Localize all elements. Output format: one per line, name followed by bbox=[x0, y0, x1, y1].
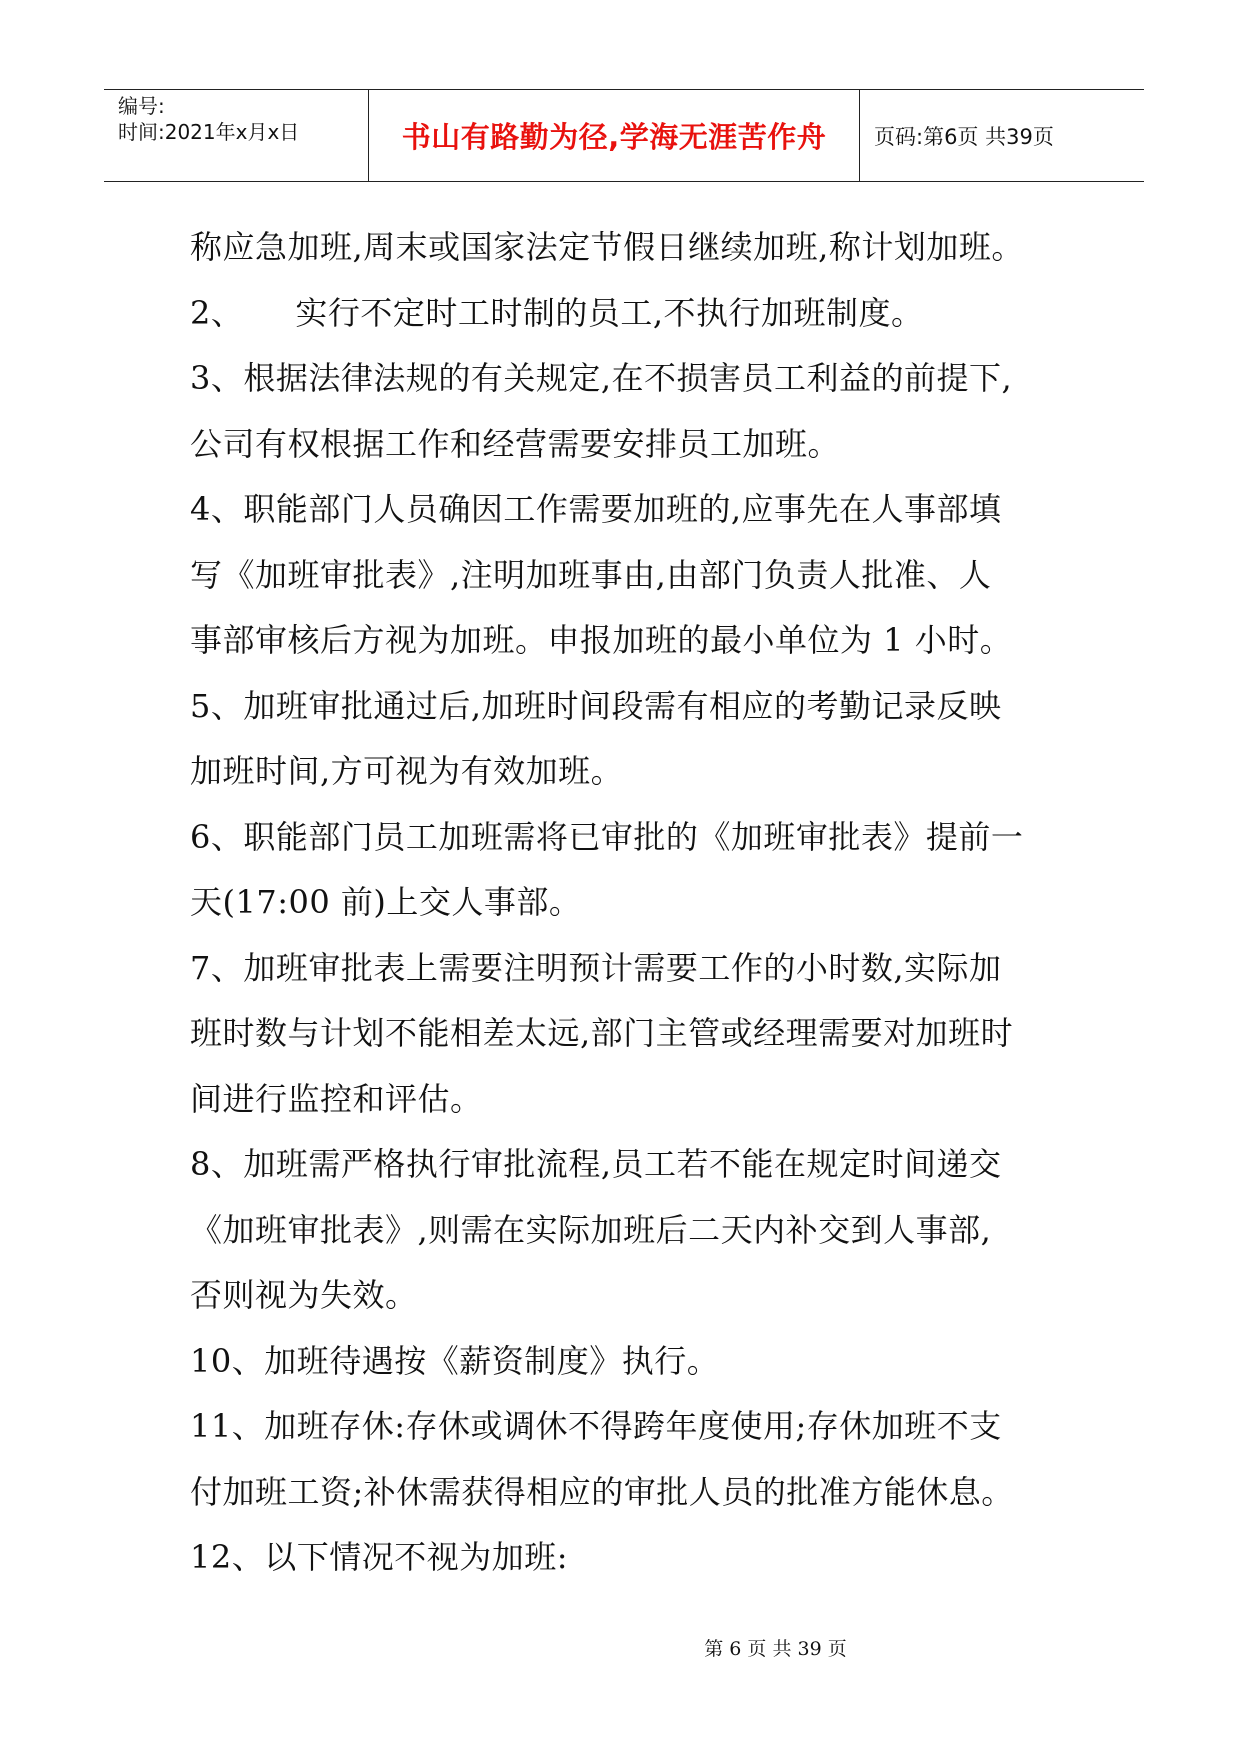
paragraph-line: 事部审核后方视为加班。申报加班的最小单位为 1 小时。 bbox=[190, 621, 1013, 659]
paragraph-line: 3、根据法律法规的有关规定,在不损害员工利益的前提下, bbox=[190, 359, 1013, 397]
paragraph-line bbox=[190, 281, 1090, 347]
paragraph-line: 写《加班审批表》,注明加班事由,由部门负责人批准、人 bbox=[190, 555, 992, 594]
paragraph-line: 间进行监控和评估。 bbox=[190, 1079, 483, 1118]
paragraph-line: 付加班工资;补休需获得相应的审批人员的批准方能休息。 bbox=[190, 1472, 1014, 1511]
document-body bbox=[190, 215, 1090, 1591]
paragraph-line: 加班时间,方可视为有效加班。 bbox=[190, 752, 624, 790]
paragraph-line: 《加班审批表》,则需在实际加班后二天内补交到人事部, bbox=[190, 1210, 992, 1249]
paragraph-line: 5、加班审批通过后,加班时间段需有相应的考勤记录反映 bbox=[190, 686, 1002, 725]
paragraph-line: 8、加班需严格执行审批流程,员工若不能在规定时间递交 bbox=[190, 1145, 1002, 1183]
paragraph-line: 天(17:00 前)上交人事部。 bbox=[190, 883, 582, 921]
paragraph-line: 6、职能部门员工加班需将已审批的《加班审批表》提前一 bbox=[190, 817, 1024, 856]
page-footer: 第 6 页 共 39 页 bbox=[704, 1638, 847, 1660]
date-label: 时间:2021年x月x日 bbox=[118, 120, 300, 144]
paragraph-line: 公司有权根据工作和经营需要安排员工加班。 bbox=[190, 424, 841, 463]
paragraph-line: 7、加班审批表上需要注明预计需要工作的小时数,实际加 bbox=[190, 948, 1002, 987]
paragraph-line: 10、加班待遇按《薪资制度》执行。 bbox=[190, 1341, 720, 1380]
paragraph-line: 12、以下情况不视为加班: bbox=[190, 1538, 569, 1576]
page-header bbox=[104, 89, 1144, 182]
paragraph-line: 11、加班存休:存休或调休不得跨年度使用;存休加班不支 bbox=[190, 1407, 1002, 1445]
item-number: 2、 bbox=[190, 293, 244, 332]
paragraph-line: 称应急加班,周末或国家法定节假日继续加班,称计划加班。 bbox=[190, 228, 1024, 266]
paragraph-line: 班时数与计划不能相差太远,部门主管或经理需要对加班时 bbox=[190, 1014, 1014, 1052]
header-motto: 书山有路勤为径,学海无涯苦作舟 bbox=[369, 90, 860, 181]
paragraph-line: 否则视为失效。 bbox=[190, 1276, 418, 1314]
number-label: 编号: bbox=[118, 94, 165, 118]
header-page-code: 页码:第6页 共39页 bbox=[874, 124, 1054, 149]
paragraph-line: 4、职能部门人员确因工作需要加班的,应事先在人事部填 bbox=[190, 490, 1002, 528]
header-meta bbox=[104, 90, 369, 181]
item-text: 实行不定时工时制的员工,不执行加班制度。 bbox=[295, 293, 924, 332]
